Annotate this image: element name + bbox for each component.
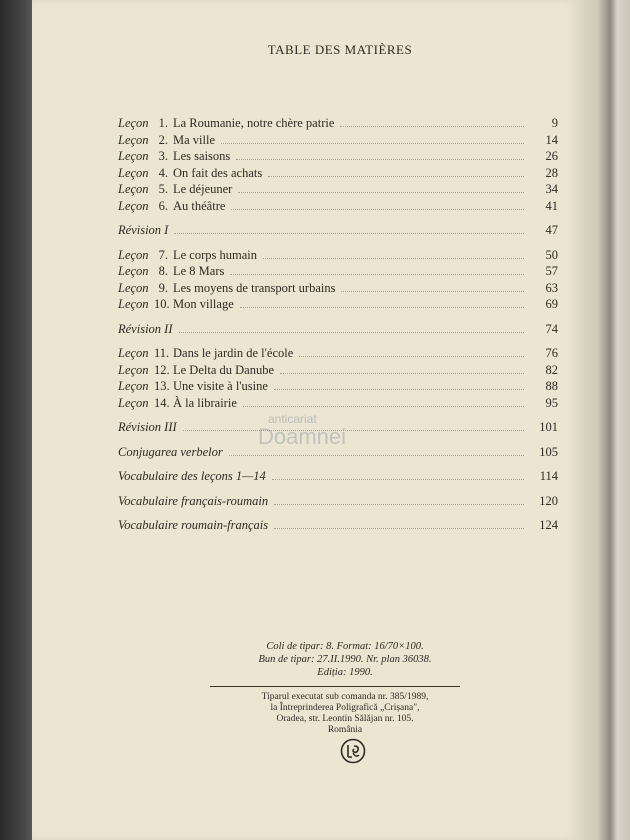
lesson-number: 3. [158,149,168,163]
printer-info [0,692,630,736]
lesson-number: 6. [158,198,168,213]
lesson-row [118,280,558,297]
lesson-title: Mon village [173,297,234,311]
printer-logo-icon [340,738,366,764]
dot-leader [174,233,524,234]
lesson-number: 5. [158,182,168,196]
table-of-contents [118,115,558,534]
lesson-number: 7. [158,247,168,262]
printer-line: Tiparul executat sub comanda nr. 385/1989, [261,692,429,702]
lesson-number: 11. [154,346,170,360]
colophon-line: Ediția: 1990. [317,667,373,678]
lesson-number: 12. [154,362,170,377]
lessons-group-1 [118,115,558,214]
revision-title: Révision II [118,321,173,336]
revision-title: Révision III [118,420,177,434]
page-number: 28 [545,165,558,180]
page-number: 50 [545,247,558,262]
watermark-text: anticariat [268,412,317,426]
page-number: 101 [539,420,558,434]
lesson-row [118,378,558,395]
page-number: 76 [545,346,558,360]
dot-leader [274,528,524,529]
appendix-row [118,468,558,485]
watermark-text: Doamnei [258,424,347,449]
lesson-row [118,181,558,198]
lesson-row [118,198,558,215]
dot-leader [268,176,524,177]
dot-leader [240,307,524,308]
lesson-number: 14. [154,395,170,410]
dot-leader [183,430,524,431]
dot-leader [236,159,524,160]
lesson-label: Leçon [118,297,149,311]
page-number: 26 [545,149,558,163]
lesson-title: On fait des achats [173,165,263,180]
appendix-title: Conjugarea verbelor [118,444,223,459]
printer-line: la Întreprinderea Poligrafică „Crișana", [270,703,420,713]
lesson-label: Leçon [118,132,149,147]
lesson-number: 1. [158,116,168,130]
lesson-label: Leçon [118,395,149,410]
lesson-label: Leçon [118,182,149,196]
lesson-number: 10. [154,297,170,311]
lesson-label: Leçon [118,165,149,180]
page-number: 82 [545,362,558,377]
dot-leader [230,274,524,275]
lesson-title: Le corps humain [173,247,258,262]
page-number: 120 [539,493,558,508]
dot-leader [229,455,524,456]
lesson-title: Dans le jardin de l'école [173,346,294,360]
lesson-row [118,395,558,412]
lesson-number: 2. [158,132,168,147]
colophon-line: Coli de tipar: 8. Format: 16/70×100. [266,641,424,652]
page-heading: TABLE DES MATIÈRES [267,42,413,57]
appendix-row [118,517,558,534]
lesson-row [118,132,558,149]
page-number: 9 [551,116,558,130]
colophon-line: Bun de tipar: 27.II.1990. Nr. plan 36038. [258,654,432,665]
lesson-label: Leçon [118,264,149,278]
lesson-label: Leçon [118,247,149,262]
lesson-label: Leçon [118,116,149,130]
lesson-label: Leçon [118,346,149,360]
lesson-title: Le Delta du Danube [173,362,275,377]
page-number: 105 [539,444,558,459]
page-number: 47 [545,223,558,237]
printer-line: Oradea, str. Leontin Sălăjan nr. 105. [276,714,414,724]
dot-leader [299,356,524,357]
lesson-number: 4. [158,165,168,180]
printer-line: România [327,725,363,735]
lesson-title: La Roumanie, notre chère patrie [173,116,335,130]
lesson-row [118,148,558,165]
lesson-row [118,165,558,182]
lessons-group-3 [118,345,558,411]
page-number: 88 [545,379,558,393]
page-number: 57 [545,264,558,278]
revision-2-row [118,321,558,338]
appendix-list [118,436,558,534]
lessons-group-2 [118,247,558,313]
colophon [0,640,630,679]
appendix-title: Vocabulaire roumain-français [118,518,269,532]
lesson-row [118,263,558,280]
lesson-title: Les saisons [173,149,231,163]
lesson-title: Ma ville [173,132,216,147]
dot-leader [231,209,524,210]
lesson-number: 8. [158,264,168,278]
page-number: 41 [545,198,558,213]
lesson-title: Une visite à l'usine [173,379,268,393]
dot-leader [274,389,524,390]
revision-1-row [118,222,558,239]
lesson-label: Leçon [118,379,149,393]
dot-leader [179,332,525,333]
dot-leader [341,291,524,292]
dot-leader [274,504,524,505]
lesson-label: Leçon [118,280,149,295]
revision-title: Révision I [118,223,169,237]
lesson-title: Au théâtre [173,198,226,213]
lesson-label: Leçon [118,362,149,377]
lesson-row [118,247,558,264]
lesson-number: 13. [154,379,170,393]
dot-leader [280,373,524,374]
lesson-title: À la librairie [173,395,237,410]
dot-leader [263,258,524,259]
dot-leader [272,479,524,480]
appendix-title: Vocabulaire français-roumain [118,493,269,508]
page-number: 69 [545,297,558,311]
page-number: 124 [539,518,558,532]
appendix-title: Vocabulaire des leçons 1—14 [118,469,266,483]
appendix-row [118,493,558,510]
page-number: 34 [545,182,558,196]
lesson-title: Le 8 Mars [173,264,225,278]
lesson-label: Leçon [118,149,149,163]
dot-leader [243,406,524,407]
lesson-title: Le déjeuner [173,182,233,196]
dot-leader [221,143,524,144]
lesson-title: Les moyens de transport urbains [173,280,336,295]
page-number: 74 [545,321,558,336]
lesson-number: 9. [158,280,168,295]
divider-rule [210,686,460,687]
lesson-label: Leçon [118,198,149,213]
lesson-row [118,296,558,313]
lesson-row [118,345,558,362]
dot-leader [238,192,524,193]
page-number: 14 [545,132,558,147]
page-number: 95 [545,395,558,410]
page-number: 63 [545,280,558,295]
dot-leader [340,126,524,127]
lesson-row [118,362,558,379]
page-number: 114 [539,469,558,483]
lesson-row [118,115,558,132]
